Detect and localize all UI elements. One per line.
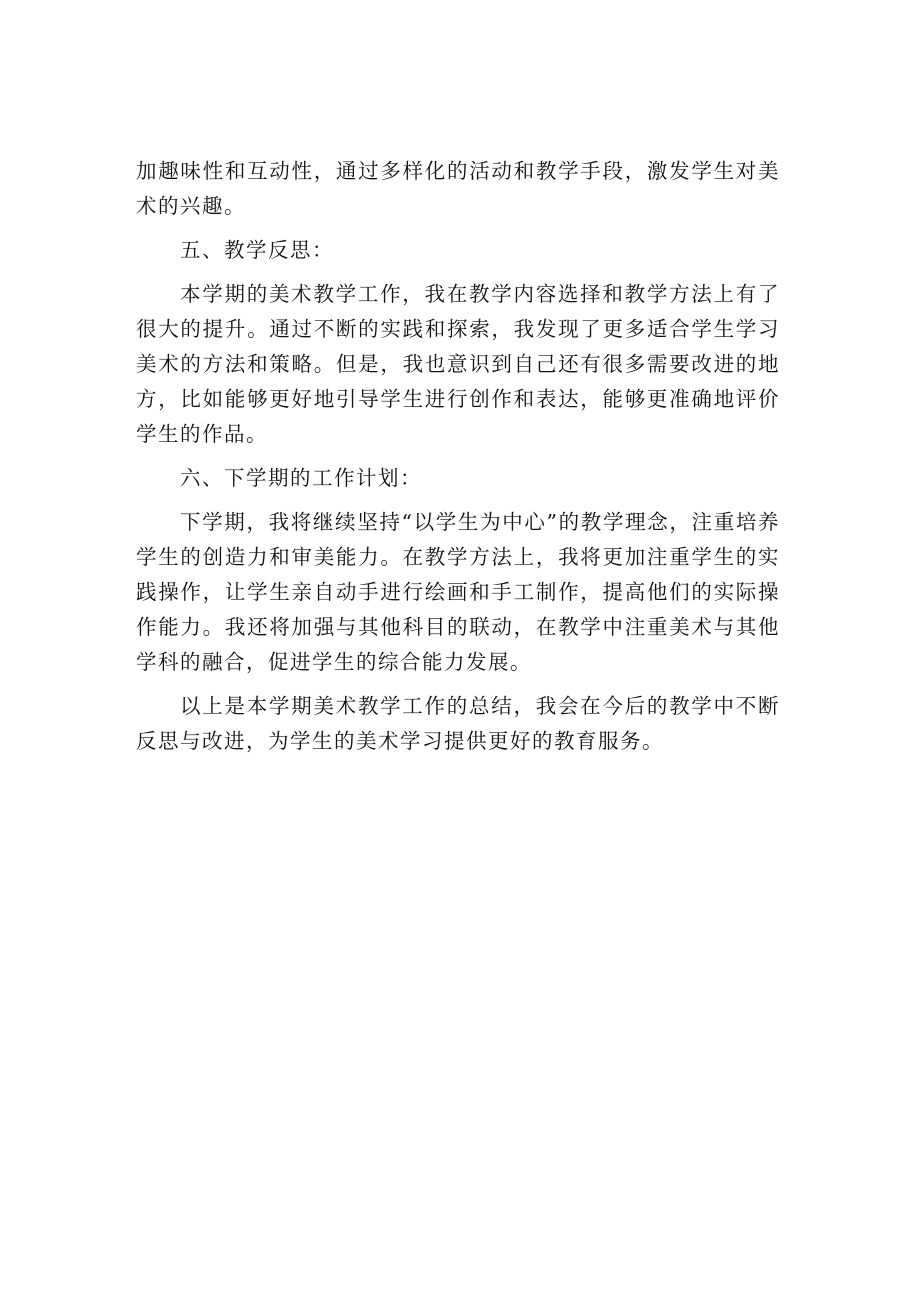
paragraph-conclusion: 以上是本学期美术教学工作的总结，我会在今后的教学中不断反思与改进，为学生的美术学习提供更好的教育服务。 bbox=[136, 694, 780, 753]
paragraph-next-term-plan: 下学期，我将继续坚持“以学生为中心”的教学理念，注重培养学生的创造力和审美能力。在教学方法上，我将更加注重学生的实践操作，让学生亲自动手进行绘画和手工制作，提高他们的实际操作能力。我还将加强与其他科目的联动，在教学中注重美术与其他学科的融合，促进学生的综合能力发展。 bbox=[136, 510, 780, 674]
section-heading-next-term-plan: 六、下学期的工作计划： bbox=[180, 466, 422, 490]
document-body bbox=[136, 154, 780, 768]
paragraph-reflection: 本学期的美术教学工作，我在教学内容选择和教学方法上有了很大的提升。通过不断的实践和探索，我发现了更多适合学生学习美术的方法和策略。但是，我也意识到自己还有很多需要改进的地方，比如能够更好地引导学生进行创作和表达，能够更准确地评价学生的作品。 bbox=[136, 282, 780, 446]
paragraph-continuation: 加趣味性和互动性，通过多样化的活动和教学手段，激发学生对美术的兴趣。 bbox=[136, 159, 780, 218]
section-heading-reflection: 五、教学反思： bbox=[180, 238, 334, 262]
